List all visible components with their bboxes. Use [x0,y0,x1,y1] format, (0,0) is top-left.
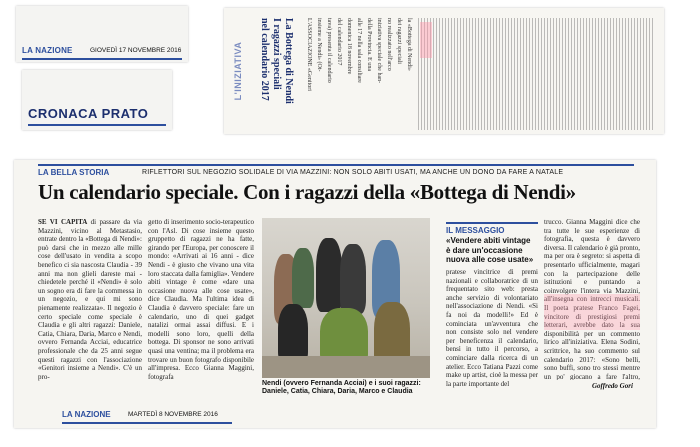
message-box-rule [446,222,538,224]
article-column-1 [38,218,142,402]
sidebar-text-line: insieme a Nendi» (Ot- [316,18,322,72]
section-label: CRONACA PRATO [28,106,149,121]
sidebar-text-line: del calendario 2017 [336,18,342,66]
section-rule [28,124,166,126]
photo-caption: Nendi (ovvero Fernanda Acciai) e i suoi ragazzi: Daniele, Catia, Chiara, Daria, Marco e Claudia [262,380,421,396]
sidebar-text-line: L'ASSOCIAZIONE «Genitori [306,18,312,91]
sidebar-text-line: della Provincia. E una [366,18,372,71]
masthead-bottom-name: LA NAZIONE [62,410,111,419]
photo-person [292,248,314,308]
masthead-date: GIOVEDÌ 17 NOVEMBRE 2016 [90,47,182,54]
article-headline: Un calendario speciale. Con i ragazzi della «Bottega di Nendi» [38,180,576,204]
photo-person [340,244,366,314]
article-kicker: LA BELLA STORIA [38,168,110,177]
masthead-bottom-rule [62,422,232,424]
article-lead: SE VI CAPITA [38,218,88,226]
article-photo [262,218,430,378]
sidebar-text-line: la «Bottega di Nendi» [406,18,412,71]
masthead-bottom-date: MARTEDÌ 8 NOVEMBRE 2016 [128,411,218,418]
photo-floor [262,356,430,378]
masthead-rule [22,58,182,60]
sidebar-text-line: iniziativa speciale che han- [376,18,382,84]
article-byline: Goffredo Gori [592,382,633,390]
sidebar-text-line: dei ragazzi speciali [396,18,402,64]
sidebar-text-line: domenica 18 novembre [346,18,352,75]
section-clip [22,70,172,130]
sidebar-text-line: tava) presenta il calendario [326,18,332,83]
article-column-2: getto di inserimento socio-terapeutico con l'Asl. Di cose insieme questo gruppetto di ragazzi ne ha fatte, girando per l'Europa, per conoscere il mondo: «Arrivati ai 16 anni - dice Nendi - è giusto che vivano una vita loro staccata dalla famiglia». Vendere abiti vintage è come «dare una occasione nuova alle cose usate», dice Claudia. Ma l'ultima idea di Claudia è davvero speciale: fare un calendario, uno di quei gadget natalizi ormai assai diffusi. E i modelli sono loro, quelli della bottega. Di sponsor ne sono arrivati quasi una ventina; ma il problema era trovare un buon fotografo disponibile all'impresa. Ecco Gianna Maggini, fotografa [148,218,254,381]
article-highlight [544,294,640,330]
sidebar-column-texture [418,18,654,130]
article-column-4: trucco. Gianna Maggini dice che tra tutte le sue esperienze di fotografia, questa è davvero diversa. Il calendario è già pronto, ma per ora è segreto: si aspetta di presentarlo ufficialmente, magari con la partecipazione delle istituzioni e puntando a coinvolgere l'intera via Mazzini, all'insegna con intrecci musicali. Il poeta pratese Franco Fagei, vincitore di prestigiosi premi letterari, avrebbe dato la sua disponibilità per un commento lirico all'iniziativa. Elena Sodini, scrittrice, ha suo commento sul calendario 2017: «Sono belli, sono buffi, sono tro stessi mentre un po' giocano a fare l'altro, [544,218,640,380]
photo-person [316,238,342,312]
message-box-title: IL MESSAGGIO [446,226,505,235]
sidebar-tag: L'INIZIATIVA [233,41,243,101]
article-clip [14,160,656,428]
masthead-name: LA NAZIONE [22,46,73,55]
masthead-clip-top [16,6,188,62]
article-column-3: pratese vincitrice di premi nazionali e collaboratrice di un frequentato sito web: presta anche servizio di volontariato nell'associazione di Nendi. «Si fa noi da modelli!» Ed è cominciata un'avventura che non consiste solo nel vendere per beneficenza il calendario, bensì in tutto il percorso, a cominciare dalla ricerca di un atelier. Ecco Tatiana Pazzi come make up artist, cioè la messa per la parte importante del [446,268,538,388]
article-top-rule [38,164,634,166]
article-column-1-text: di passare da via Mazzini, vicino al Metastasio, entrate dentro la «Bottega di Nendi»: può darsi che in mezzo alle mille cose dell'usato in vendita a scopo benefico ci sia nascosta Claudia - 39 anni ma non glieli dareste mai - chiedetele perché il «Nendi» è solo un sogno era di fare la commessa in un negozio, e qui mi sono pienamente realizzata». Il negozio è certo speciale come speciale è Claudia e gli altri ragazzi: Daniele, Catia, Chiara, Daria, Marco e Nendi, ovvero Fernanda Acciai, educatrice professionale che da 25 anni segue questi ragazzi con l'associazione «Genitori insieme a Nendi». C'è un pro- [38,218,142,381]
message-box-quote: «Vendere abiti vintage è dare un'occasione nuova alle cose usate» [446,236,534,264]
sidebar-text-line: no realizzato nell'arco [386,18,392,71]
sidebar-text-line: alle 17 nella sala consiliare [356,18,362,83]
sidebar-highlight [420,22,432,58]
photo-person [278,304,308,364]
article-kicker-subtitle: RIFLETTORI SUL NEGOZIO SOLIDALE DI VIA MAZZINI: NON SOLO ABITI USATI, MA ANCHE UN DONO DA FARE A NATALE [142,169,564,176]
sidebar-clip [224,8,664,134]
sidebar-headline: La Bottega di Nendi I ragazzi speciali nel calendario 2017 [259,18,294,104]
